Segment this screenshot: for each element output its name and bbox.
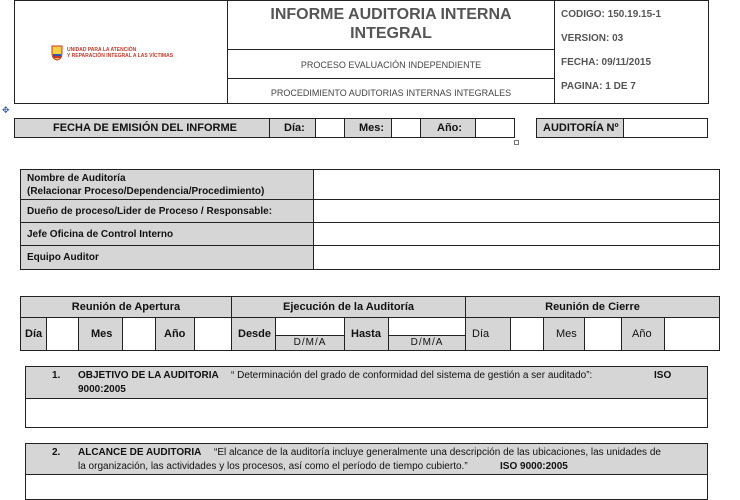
desde-dma-hint: D/M/A [293,337,327,348]
cierre-header: Reunión de Cierre [465,296,720,318]
cierre-dia-label: Día [465,317,511,351]
header-meta-cell [554,0,709,104]
apertura-header: Reunión de Apertura [20,296,232,318]
divider [228,49,554,50]
apertura-mes-input[interactable] [122,317,156,351]
pagina-text: PAGINA: 1 DE 7 [561,81,636,92]
version-text: VERSION: 03 [561,33,624,44]
jefe-oficina-input[interactable] [313,222,720,246]
alcance-input[interactable] [25,474,708,500]
procedure-subtitle: PROCEDIMIENTO AUDITORIAS INTERNAS INTEGRALES [270,88,512,98]
alcance-iso: ISO 9000:2005 [500,461,568,472]
emision-dia-input[interactable] [315,118,345,138]
apertura-mes-label: Mes [78,317,123,351]
alcance-text-line1: “El alcance de la auditoría incluye generalmente una descripción de las ubicaciones, las unidades de [214,447,661,458]
nombre-auditoria-label [20,169,314,200]
fecha-text: FECHA: 09/11/2015 [561,57,652,68]
cierre-anio-input[interactable] [664,317,720,351]
logo-text-line1: UNIDAD PARA LA ATENCIÓN [67,47,137,53]
dueno-proceso-input[interactable] [313,199,720,223]
nombre-label-line1: Nombre de Auditoría [27,173,126,184]
desde-input[interactable] [275,317,345,351]
cierre-dia-input[interactable] [510,317,544,351]
header-title-cell [227,0,555,104]
alcance-text-line2: la organización, las actividades y los procesos, así como el período de tiempo cubierto.” [78,461,468,472]
objetivo-text: “ Determinación del grado de conformidad del sistema de gestión a ser auditado”: [231,370,593,381]
desde-label: Desde [231,317,276,351]
page-title-line2: INTEGRAL [350,25,432,42]
emision-anio-input[interactable] [475,118,515,138]
objetivo-number: 1. [52,370,61,381]
hasta-input[interactable] [388,317,466,351]
apertura-dia-input[interactable] [46,317,79,351]
objetivo-title: OBJETIVO DE LA AUDITORIA [78,370,219,381]
cierre-mes-label: Mes [543,317,585,351]
equipo-auditor-input[interactable] [313,245,720,270]
hasta-dma-hint: D/M/A [410,337,444,348]
table-move-handle-icon[interactable]: ✥ [2,105,10,115]
auditoria-no-input[interactable] [623,118,708,138]
coat-of-arms-icon [51,45,63,61]
codigo-text: CODIGO: 150.19.15-1 [561,9,662,20]
ejecucion-header: Ejecución de la Auditoría [231,296,466,318]
objetivo-iso-year: 9000:2005 [78,384,126,395]
table-resize-handle[interactable] [514,140,519,145]
emision-mes-input[interactable] [391,118,421,138]
cierre-anio-label: Año [621,317,665,351]
objetivo-iso: ISO [654,370,672,381]
emision-anio-label: Año: [420,118,476,138]
page-title-line1: INFORME AUDITORIA INTERNA [270,6,512,23]
objetivo-input[interactable] [25,398,708,428]
emision-dia-label: Día: [269,118,316,138]
objetivo-header [25,366,708,399]
divider [228,78,554,79]
alcance-number: 2. [52,447,61,458]
nombre-auditoria-input[interactable] [313,169,720,200]
nombre-label-line2: (Relacionar Proceso/Dependencia/Procedimiento) [27,186,265,197]
process-subtitle: PROCESO EVALUACIÓN INDEPENDIENTE [300,60,482,70]
equipo-auditor-label: Equipo Auditor [20,245,314,270]
dueno-proceso-label: Dueño de proceso/Lider de Proceso / Responsable: [20,199,314,223]
logo-text-line2: Y REPARACIÓN INTEGRAL A LAS VÍCTIMAS [67,53,174,59]
alcance-title: ALCANCE DE AUDITORIA [78,447,202,458]
hasta-label: Hasta [344,317,389,351]
auditoria-no-label: AUDITORÍA Nº [536,118,624,138]
apertura-anio-input[interactable] [194,317,232,351]
emision-label: FECHA DE EMISIÓN DEL INFORME [14,118,270,138]
jefe-oficina-label: Jefe Oficina de Control Interno [20,222,314,246]
apertura-anio-label: Año [155,317,195,351]
apertura-dia-label: Día [20,317,47,351]
emision-mes-label: Mes: [344,118,392,138]
alcance-header [25,443,708,475]
header-logo-cell [14,0,228,104]
cierre-mes-input[interactable] [584,317,622,351]
logo [51,41,201,65]
